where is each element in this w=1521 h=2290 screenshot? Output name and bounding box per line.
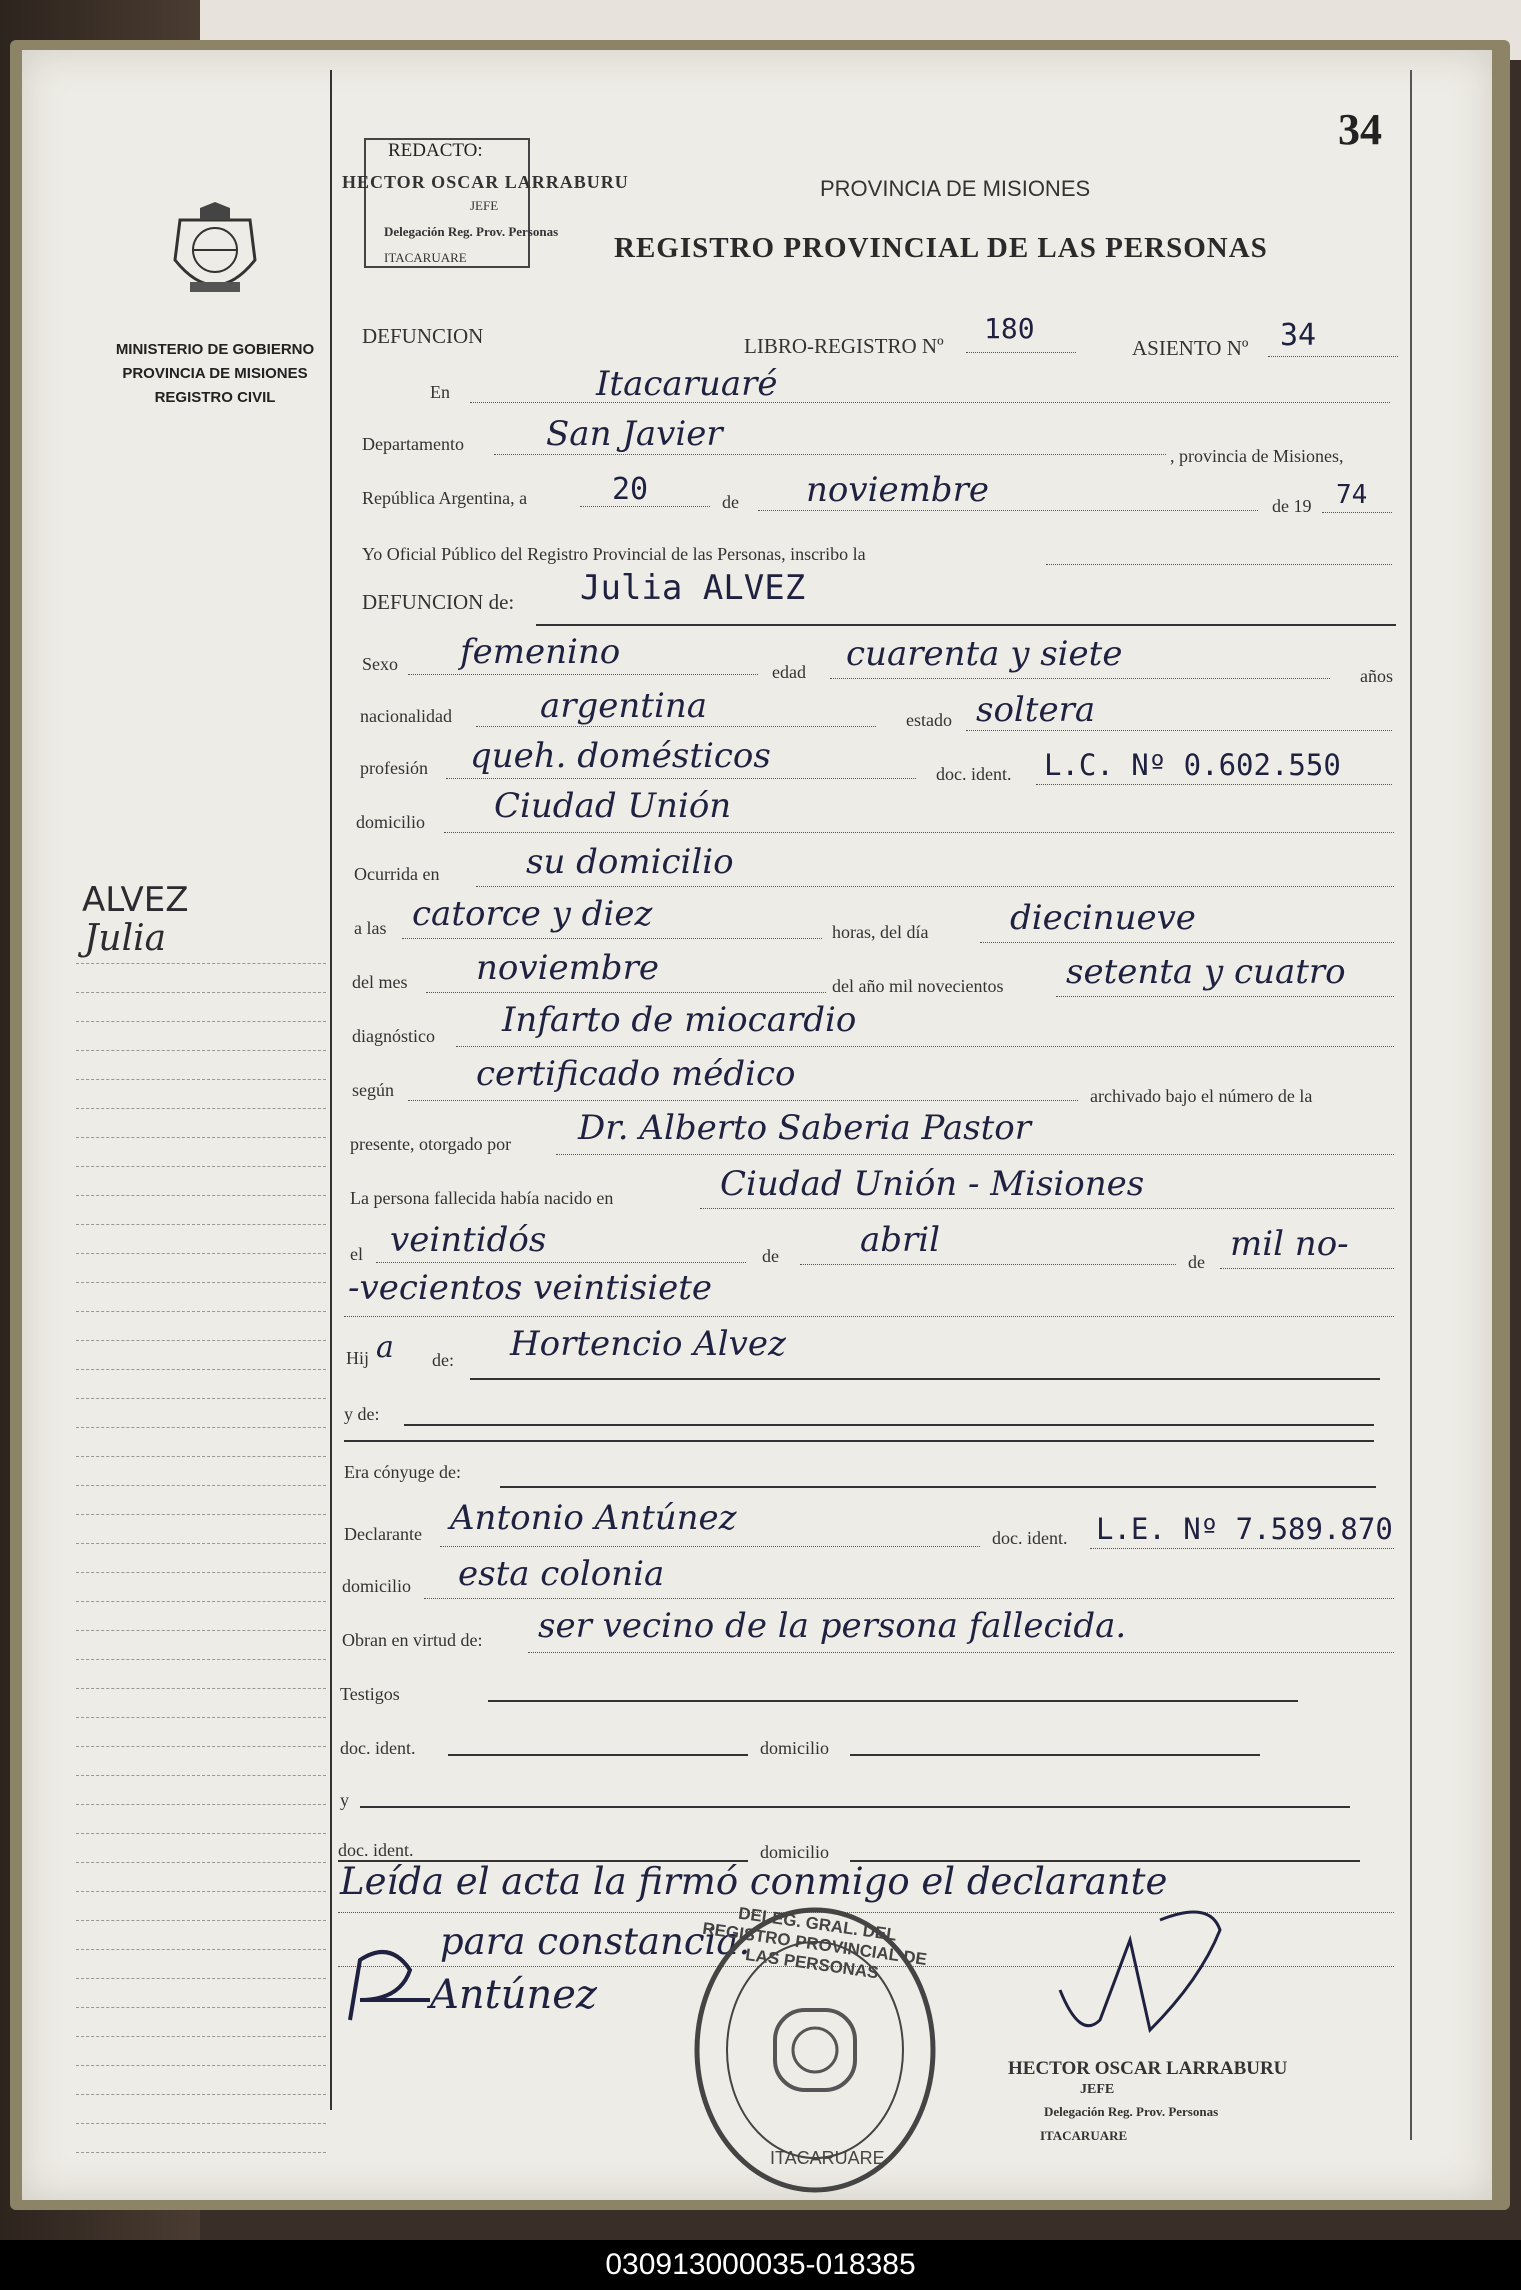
segun-value: certificado médico [476, 1054, 796, 1094]
delmes-line [426, 992, 826, 993]
decl-doc-line [1090, 1548, 1394, 1549]
doc-value: L.C. Nº 0.602.550 [1044, 748, 1341, 782]
yde-label: y de: [344, 1404, 380, 1424]
domicilio-label: domicilio [356, 812, 425, 832]
province-seal-icon [160, 200, 270, 310]
presente-line [556, 1154, 1394, 1155]
continuation-line [344, 1316, 1394, 1317]
obran-value: ser vecino de la persona fallecida. [538, 1606, 1127, 1646]
hij-suffix: a [376, 1330, 394, 1365]
de2-label: de [762, 1246, 779, 1266]
testigos-line [488, 1700, 1298, 1702]
delmes-value: noviembre [476, 948, 659, 988]
segun-label: según [352, 1080, 394, 1100]
de3-label: de [1188, 1252, 1205, 1272]
dia-muerte-line [980, 942, 1394, 943]
obran-label: Obran en virtud de: [342, 1630, 483, 1650]
yo-oficial-text: Yo Oficial Público del Registro Provincial de las Personas, inscribo la [362, 544, 866, 564]
anio-value: 74 [1336, 480, 1368, 510]
departamento-label: Departamento [362, 434, 464, 454]
archivado-label: archivado bajo el número de la [1090, 1086, 1313, 1106]
ministry-line-2: PROVINCIA DE MISIONES [122, 365, 308, 382]
presente-value: Dr. Alberto Saberia Pastor [578, 1108, 1032, 1148]
departamento-value: San Javier [546, 414, 723, 454]
anio-line [1322, 512, 1392, 513]
stamp-title: JEFE [470, 198, 499, 213]
anos-label: años [1360, 666, 1393, 686]
de3-value: mil no- [1230, 1224, 1349, 1264]
right-rule [1410, 70, 1412, 2140]
official-title: JEFE [1080, 2082, 1115, 2097]
horas-label: horas, del día [832, 922, 929, 942]
hij-line [470, 1378, 1380, 1380]
round-stamp-text: DELEG. GRAL. DEL REGISTRO PROVINCIAL DE LAS PERSONAS [701, 1903, 929, 1983]
anio-mil-value: setenta y cuatro [1066, 952, 1346, 992]
el-label: el [350, 1244, 363, 1264]
mes-line [758, 510, 1258, 511]
footer-id: 030913000035-018385 [605, 2248, 916, 2281]
ocurrida-label: Ocurrida en [354, 864, 440, 884]
round-stamp-place: ITACARUARE [770, 2148, 885, 2168]
nacionalidad-value: argentina [540, 686, 708, 726]
yde-line-2 [344, 1440, 1374, 1442]
testigo-y-label: y [340, 1790, 349, 1810]
hij-de-label: de: [432, 1350, 454, 1370]
alas-line [402, 938, 822, 939]
asiento-line [1268, 356, 1398, 357]
stamp-delegation: Delegación Reg. Prov. Personas [384, 224, 559, 239]
hij-value: Hortencio Alvez [510, 1324, 786, 1364]
delmes-label: del mes [352, 972, 408, 992]
nombre-value: Julia ALVEZ [580, 568, 806, 608]
registry-title: REGISTRO PROVINCIAL DE LAS PERSONAS [614, 232, 1268, 264]
nacionalidad-label: nacionalidad [360, 706, 452, 726]
testigo2-line [360, 1806, 1350, 1808]
leida-text: Leída el acta la firmó conmigo el declarante [340, 1860, 1168, 1903]
conyuge-line [500, 1486, 1376, 1488]
en-line [470, 402, 1390, 403]
decl-dom-line [424, 1598, 1394, 1599]
ministry-heading [80, 338, 350, 410]
de2-line [800, 1264, 1176, 1265]
testigo2-doc-label: doc. ident. [338, 1840, 414, 1860]
sexo-value: femenino [460, 632, 621, 672]
testigo1-doc-line [448, 1754, 748, 1756]
page-number: 34 [1338, 105, 1382, 154]
profesion-label: profesión [360, 758, 428, 778]
decl-doc-value: L.E. Nº 7.589.870 [1096, 1512, 1393, 1546]
segun-line [408, 1100, 1078, 1101]
declarante-value: Antonio Antúnez [450, 1498, 737, 1538]
el-line [376, 1262, 746, 1263]
testigo1-dom-label: domicilio [760, 1738, 829, 1758]
decl-dom-label: domicilio [342, 1576, 411, 1596]
diagnostico-value: Infarto de miocardio [502, 1000, 857, 1040]
margin-given-name: Julia [84, 918, 167, 959]
dia-muerte-value: diecinueve [1010, 898, 1196, 938]
ocurrida-value: su domicilio [526, 842, 734, 882]
libro-value: 180 [984, 312, 1035, 345]
official-signature-icon [1040, 1890, 1240, 2050]
province-title: PROVINCIA DE MISIONES [820, 176, 1091, 201]
libro-line [966, 352, 1076, 353]
nacido-value: Ciudad Unión - Misiones [720, 1164, 1145, 1204]
diagnostico-label: diagnóstico [352, 1026, 435, 1046]
official-delegation: Delegación Reg. Prov. Personas [1044, 2104, 1219, 2119]
dia-value: 20 [612, 472, 649, 507]
official-place: ITACARUARE [1040, 2128, 1128, 2143]
nombre-line [536, 624, 1396, 626]
testigo1-dom-line [850, 1754, 1260, 1756]
alas-value: catorce y diez [412, 894, 653, 934]
margin-ruled-lines [76, 935, 326, 2153]
edad-label: edad [772, 662, 806, 682]
doc-line [1036, 784, 1392, 785]
continuation-value: -vecientos veintisiete [348, 1268, 713, 1308]
edad-value: cuarenta y siete [846, 634, 1123, 674]
profesion-value: queh. domésticos [470, 736, 771, 776]
estado-value: soltera [976, 690, 1096, 730]
obran-line [528, 1652, 1394, 1653]
mes-value: noviembre [806, 470, 989, 510]
presente-label: presente, otorgado por [350, 1134, 512, 1154]
hij-label: Hij [346, 1348, 370, 1368]
edad-line [830, 678, 1330, 679]
anio-mil-line [1056, 996, 1394, 997]
conyuge-label: Era cónyuge de: [344, 1462, 461, 1482]
declarant-signature: Antúnez [430, 1972, 597, 2018]
yo-oficial-line [1046, 564, 1392, 565]
dia-line [580, 506, 710, 507]
domicilio-line [444, 832, 1394, 833]
ministry-line-1: MINISTERIO DE GOBIERNO [115, 341, 315, 358]
defuncion-de-label: DEFUNCION de: [362, 590, 515, 614]
testigos-label: Testigos [340, 1684, 400, 1704]
diagnostico-line [456, 1046, 1394, 1047]
nacido-label: La persona fallecida había nacido en [350, 1188, 614, 1208]
en-label: En [430, 382, 450, 402]
de2-value: abril [860, 1220, 941, 1260]
decl-dom-value: esta colonia [458, 1554, 665, 1594]
nacionalidad-line [476, 726, 876, 727]
sexo-label: Sexo [362, 654, 398, 674]
republica-label: República Argentina, a [362, 488, 528, 508]
constancia-text: para constancia. [440, 1920, 751, 1963]
stamp-officer-name: HECTOR OSCAR LARRABURU [342, 172, 629, 192]
declarante-line [440, 1546, 980, 1547]
redacto-label: REDACTO: [388, 140, 483, 161]
stamp-place: ITACARUARE [384, 250, 467, 265]
declarante-label: Declarante [344, 1524, 422, 1544]
margin-surname: ALVEZ [82, 880, 189, 920]
sexo-line [408, 674, 758, 675]
estado-line [966, 730, 1392, 731]
libro-label: LIBRO-REGISTRO Nº [744, 334, 944, 358]
profesion-line [446, 778, 916, 779]
yde-line [404, 1424, 1374, 1426]
official-name: HECTOR OSCAR LARRABURU [1008, 2058, 1288, 2079]
provincia-suffix: , provincia de Misiones, [1170, 446, 1344, 466]
de19-label: de 19 [1272, 496, 1312, 516]
el-value: veintidós [390, 1220, 547, 1260]
testigo2-dom-label: domicilio [760, 1842, 829, 1862]
alas-label: a las [354, 918, 387, 938]
ministry-line-3: REGISTRO CIVIL [154, 389, 276, 406]
ocurrida-line [476, 886, 1394, 887]
footer-id-bar [0, 2240, 1521, 2290]
testigo1-doc-label: doc. ident. [340, 1738, 416, 1758]
nacido-line [700, 1208, 1394, 1209]
de3-line [1220, 1268, 1394, 1269]
domicilio-value: Ciudad Unión [494, 786, 732, 826]
estado-label: estado [906, 710, 952, 730]
en-value: Itacaruaré [596, 364, 778, 404]
departamento-line [494, 454, 1166, 455]
doc-ident-label: doc. ident. [936, 764, 1012, 784]
asiento-label: ASIENTO Nº [1132, 336, 1249, 360]
anio-mil-label: del año mil novecientos [832, 976, 1004, 996]
de-label: de [722, 492, 739, 512]
decl-doc-label: doc. ident. [992, 1528, 1068, 1548]
defuncion-label: DEFUNCION [362, 324, 484, 348]
asiento-value: 34 [1280, 318, 1317, 353]
